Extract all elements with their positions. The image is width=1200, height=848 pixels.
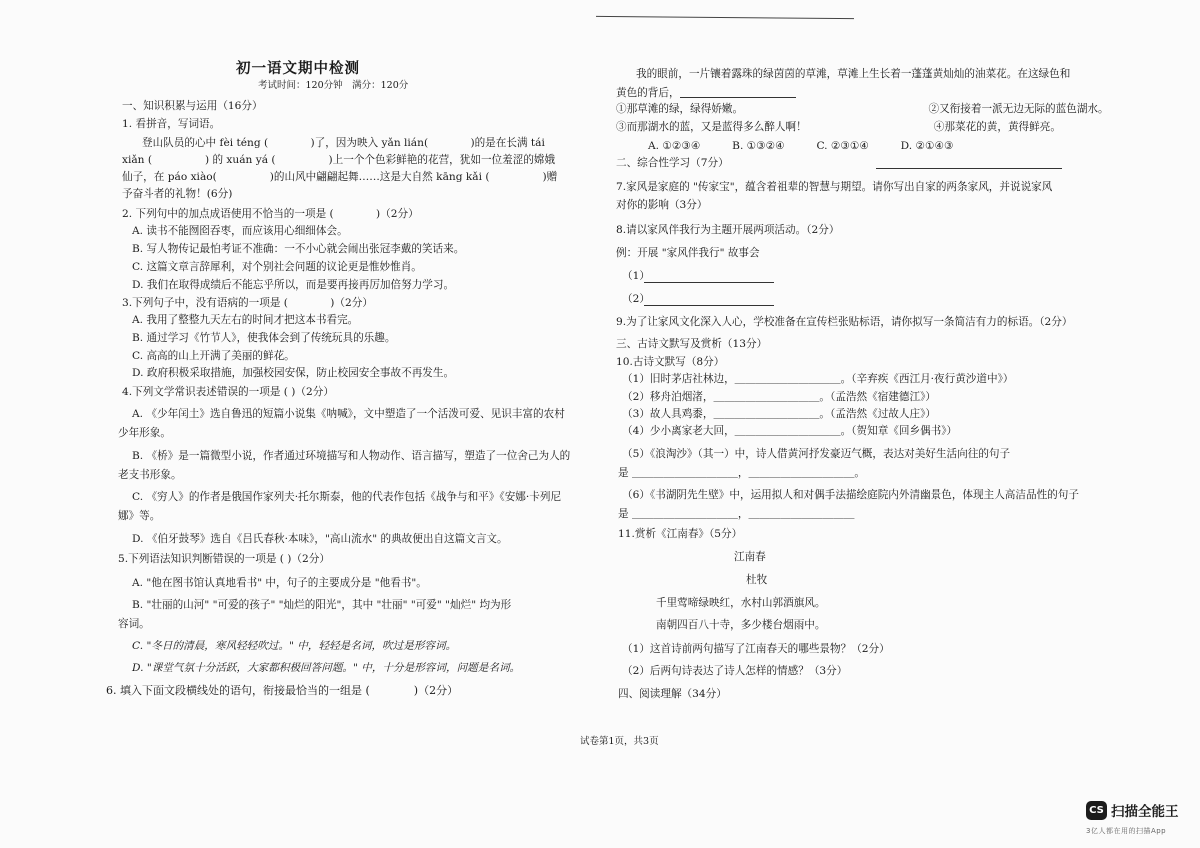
sentence-option: ①那草滩的绿，绿得娇嫩。 ②又衔接着一派无边无际的蓝色湖水。 <box>616 103 1109 115</box>
option-line: D. 我们在取得成绩后不能忘乎所以，而是要再接再厉加倍努力学习。 <box>132 279 455 291</box>
answer-blank <box>680 97 796 98</box>
poem-fill: （2）移舟泊烟渚，＿＿＿＿＿＿＿＿＿＿。（孟浩然《宿建德江》） <box>622 391 936 403</box>
answer-line-1: （1） <box>622 270 650 282</box>
scanner-watermark <box>1086 800 1190 840</box>
option-line: C. "冬日的清晨，寒风轻轻吹过。" 中，轻轻是名词，吹过是形容词。 <box>132 640 457 652</box>
question-8: 8.请以家风伴我行为主题开展两项活动。（2分） <box>616 224 840 236</box>
passage-line: 我的眼前，一片镶着露珠的绿茵茵的草滩，草滩上生长着一蓬蓬黄灿灿的油菜花。在这绿色和 <box>636 68 1071 80</box>
question-1-text: xiǎn ( ) 的 xuán yá ( )上一个个色彩鲜艳的花营，犹如一位羞涩的嫦娥 <box>122 154 556 166</box>
question-11: 11.赏析《江南春》（5分） <box>618 528 743 540</box>
poem-fill: （4）少小离家老大回，＿＿＿＿＿＿＿＿＿＿。（贺知章《回乡偶书》） <box>622 425 958 437</box>
option-line: C. 高高的山上开满了美丽的鲜花。 <box>132 350 295 362</box>
poem-line: 千里莺啼绿映红，水村山郭酒旗风。 <box>656 597 826 609</box>
option-line: B. 写人物传记最怕考证不准确：一不小心就会闹出张冠李戴的笑话来。 <box>132 243 465 255</box>
question-3: 3.下列句子中，没有语病的一项是 ( )（2分） <box>122 297 373 309</box>
option-line: 娜》等。 <box>118 510 161 522</box>
subquestion: （1）这首诗前两句描写了江南春天的哪些景物？（2分） <box>622 643 890 655</box>
question-5: 5.下列语法知识判断错误的一项是 ( )（2分） <box>118 553 330 565</box>
option-line: B. 通过学习《竹节人》，使我体会到了传统玩具的乐趣。 <box>132 332 396 344</box>
question-1-text: 仙子，在 páo xiào( )的山风中翩翩起舞……这是大自然 kāng kǎi ( )赠 <box>122 171 558 183</box>
choice-options: A. ①②③④ B. ①③②④ C. ②③①④ D. ②①④③ <box>648 140 954 152</box>
option-line: B. "壮丽的山河" "可爱的孩子" "灿烂的阳光"，其中 "壮丽" "可爱" "灿烂" 均为形 <box>132 599 512 611</box>
question-1-text: 登山队员的心中 fèi téng ( )了，因为映入 yǎn lián( )的是在长满 tái <box>142 137 545 149</box>
option-line: D. 《伯牙鼓琴》选自《吕氏春秋·本味》，"高山流水" 的典故便出自这篇文言文。 <box>132 533 508 545</box>
poem-fill: 是 ＿＿＿＿＿＿＿＿＿＿，＿＿＿＿＿＿＿＿＿＿。 <box>618 467 866 479</box>
question-4: 4.下列文学常识表述错误的一项是 ( )（2分） <box>122 386 334 398</box>
poem-fill: （5）《浪淘沙》（其一）中，诗人借黄河抒发豪迈气概，表达对美好生活向往的句子 <box>622 448 1011 460</box>
exam-title: 初一语文期中检测 <box>236 60 360 77</box>
option-line: D. 政府积极采取措施，加强校园安保，防止校园安全事故不再发生。 <box>132 367 455 379</box>
question-1-text: 予奋斗者的礼物！(6分) <box>122 188 233 200</box>
answer-blank <box>644 282 774 283</box>
option-line: C. 《穷人》的作者是俄国作家列夫·托尔斯泰，他的代表作包括《战争与和平》《安娜·卡列尼 <box>132 491 562 503</box>
answer-blank <box>876 168 1062 169</box>
top-rule <box>596 16 854 19</box>
scanner-logo-icon: CS <box>1086 801 1107 820</box>
option-line: 容词。 <box>118 618 150 630</box>
passage-line: 黄色的背后， <box>616 87 680 99</box>
sentence-option: ③而那湖水的蓝，又是蓝得多么醉人啊！ ④那菜花的黄，黄得鲜亮。 <box>616 121 1061 133</box>
poem-author: 杜牧 <box>746 574 768 586</box>
option-line: A. 读书不能囫囵吞枣，而应该用心细细体会。 <box>132 225 348 237</box>
question-10: 10.古诗文默写（8分） <box>616 356 725 368</box>
option-line: C. 这篇文章言辞犀利，对个别社会问题的议论更是惟妙惟肖。 <box>132 261 422 273</box>
example-line: 例：开展 "家风伴我行" 故事会 <box>616 247 760 259</box>
option-line: A. 我用了整整九天左右的时间才把这本书看完。 <box>132 314 359 326</box>
option-line: B. 《桥》是一篇微型小说，作者通过环境描写和人物动作、语言描写，塑造了一位舍己为人的 <box>132 450 571 462</box>
poem-fill: （6）《书湖阴先生壁》中，运用拟人和对偶手法描绘庭院内外清幽景色，体现主人高洁品性的句子 <box>622 489 1079 501</box>
scanner-name: 扫描全能王 <box>1111 804 1179 820</box>
poem-fill: （3）故人具鸡黍，＿＿＿＿＿＿＿＿＿＿。（孟浩然《过故人庄》） <box>622 408 936 420</box>
question-7: 7.家风是家庭的 "传家宝"，蕴含着祖辈的智慧与期望。请你写出自家的两条家风，并说说家风 <box>616 181 1053 193</box>
question-7-cont: 对你的影响（3分） <box>616 199 708 211</box>
poem-fill: 是 ＿＿＿＿＿＿＿＿＿＿，＿＿＿＿＿＿＿＿＿＿ <box>618 508 855 520</box>
option-line: A. "他在图书馆认真地看书" 中，句子的主要成分是 "他看书"。 <box>132 577 427 589</box>
subquestion: （2）后两句诗表达了诗人怎样的情感？（3分） <box>622 665 848 677</box>
poem-line: 南朝四百八十寺，多少楼台烟雨中。 <box>656 619 826 631</box>
exam-meta: 考试时间：120分钟 满分：120分 <box>258 80 409 91</box>
section-heading: 四、阅读理解（34分） <box>618 688 727 700</box>
question-9: 9.为了让家风文化深入人心，学校准备在宣传栏张贴标语，请你拟写一条简洁有力的标语。（2分） <box>616 316 1073 328</box>
option-line: D. "课堂气氛十分活跃，大家都积极回答问题。" 中，十分是形容词，问题是名词。 <box>132 662 521 674</box>
option-line: 老支书形象。 <box>118 469 182 481</box>
question-6: 6. 填入下面文段横线处的语句，衔接最恰当的一组是 ( )（2分） <box>106 684 459 697</box>
answer-line-2: （2） <box>622 293 650 305</box>
poem-title: 江南春 <box>734 551 766 563</box>
option-line: A. 《少年闰土》选自鲁迅的短篇小说集《呐喊》，文中塑造了一个活泼可爱、见识丰富的农村 <box>132 408 565 420</box>
question-2: 2. 下列句中的加点成语使用不恰当的一项是 ( )（2分） <box>122 208 419 220</box>
section-heading: 二、综合性学习（7分） <box>616 157 729 169</box>
question-1: 1. 看拼音，写词语。 <box>122 118 221 130</box>
scanner-slogan: 3亿人都在用的扫描App <box>1086 827 1167 835</box>
option-line: 少年形象。 <box>118 427 171 439</box>
poem-fill: （1）旧时茅店社林边，＿＿＿＿＿＿＿＿＿＿。（辛弃疾《西江月·夜行黄沙道中》） <box>622 373 1014 385</box>
answer-blank <box>644 305 774 306</box>
section-heading: 三、古诗文默写及赏析（13分） <box>616 338 768 350</box>
page-footer: 试卷第1页，共3页 <box>580 736 659 747</box>
section-heading: 一、知识积累与运用（16分） <box>122 100 263 112</box>
